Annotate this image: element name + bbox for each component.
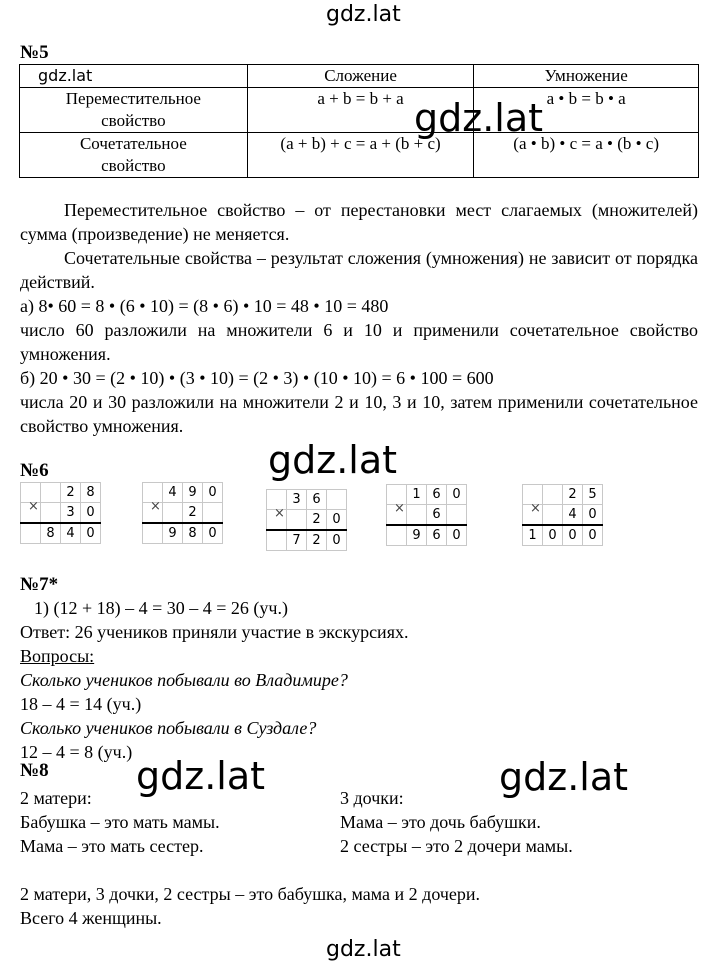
property-name	[20, 88, 248, 133]
calc-digit: 1	[523, 525, 543, 546]
table-header-watermark: gdz.lat	[20, 65, 248, 88]
calc-digit	[21, 523, 41, 544]
calc-digit: 4	[61, 523, 81, 544]
multiply-sign: ×	[274, 506, 285, 521]
calc-row	[387, 525, 467, 546]
calc-digit	[387, 525, 407, 546]
calc-digit	[41, 503, 61, 524]
task8-right-line1: 3 дочки:	[340, 788, 404, 808]
calc-digit: 6	[427, 485, 447, 505]
table-header-multiplication: Умножение	[474, 65, 699, 88]
calc-digit: 0	[81, 523, 101, 544]
calc-row	[523, 525, 603, 546]
property-name-line2: свойство	[101, 156, 166, 175]
calc-digit	[163, 503, 183, 524]
calc-digit	[543, 485, 563, 505]
task7-question1-calc: 18 – 4 = 14 (уч.)	[20, 694, 142, 714]
task7-question2-calc: 12 – 4 = 8 (уч.)	[20, 742, 133, 762]
calc-digit: 0	[327, 510, 347, 531]
calc-digit	[41, 483, 61, 503]
multiplication-formula: a • b = b • a	[474, 88, 699, 133]
calc-digit	[267, 530, 287, 551]
task7-question2: Сколько учеников побывали в Суздале?	[20, 718, 317, 738]
calc-digit: 2	[307, 530, 327, 551]
watermark-task6: gdz.lat	[268, 438, 398, 482]
task7-step1: 1) (12 + 18) – 4 = 30 – 4 = 26 (уч.)	[34, 598, 288, 618]
calc-digit: 7	[287, 530, 307, 551]
calc-digit: 6	[427, 505, 447, 526]
multiplication-formula: (a • b) • c = a • (b • c)	[474, 133, 699, 178]
property-name-line1: Сочетательное	[79, 134, 187, 153]
property-name	[20, 133, 248, 178]
calc-digit: 0	[203, 523, 223, 544]
multiply-sign: ×	[530, 501, 541, 516]
calc-digit: 3	[61, 503, 81, 524]
calc-digit: 4	[163, 483, 183, 503]
calc-digit: 4	[563, 505, 583, 526]
task8-summary2: Всего 4 женщины.	[20, 908, 162, 928]
task7-questions-label: Вопросы:	[20, 646, 95, 666]
calc-digit: 0	[447, 485, 467, 505]
multiply-sign: ×	[394, 501, 405, 516]
addition-formula: (a + b) + c = a + (b + c)	[247, 133, 474, 178]
watermark-task8-left: gdz.lat	[132, 754, 269, 798]
property-name-line2: свойство	[101, 111, 166, 130]
task5-title: №5	[20, 42, 49, 63]
calc-digit	[203, 503, 223, 524]
calc-digit: 0	[81, 503, 101, 524]
calc-digit: 0	[447, 525, 467, 546]
calc-digit: 6	[307, 490, 327, 510]
multiply-sign: ×	[28, 499, 39, 514]
watermark-table: gdz.lat	[410, 96, 547, 140]
calc-digit: 9	[407, 525, 427, 546]
calc-digit: 8	[81, 483, 101, 503]
calc-digit: 2	[307, 510, 327, 531]
watermark-bottom: gdz.lat	[326, 937, 401, 962]
calc-row	[267, 530, 347, 551]
calc-digit: 8	[183, 523, 203, 544]
task8-left-line3: Мама – это мать сестер.	[20, 836, 204, 856]
table-header-row	[20, 65, 699, 88]
task8-title: №8	[20, 760, 49, 781]
calc-digit: 5	[583, 485, 603, 505]
calc-digit	[287, 510, 307, 531]
task6-title: №6	[20, 460, 49, 481]
calc-digit	[447, 505, 467, 526]
property-name-line1: Переместительное	[65, 89, 201, 108]
calc-digit	[327, 490, 347, 510]
calc-row	[21, 523, 101, 544]
calc-digit	[543, 505, 563, 526]
watermark-top: gdz.lat	[326, 2, 401, 27]
task8-left-line2: Бабушка – это мать мамы.	[20, 812, 220, 832]
calc-row	[143, 523, 223, 544]
calc-digit: 8	[41, 523, 61, 544]
table-row	[20, 88, 699, 133]
calc-digit: 0	[327, 530, 347, 551]
addition-formula: a + b = b + a	[247, 88, 474, 133]
calc-digit: 9	[163, 523, 183, 544]
calc-digit: 1	[407, 485, 427, 505]
example-b-explanation: числа 20 и 30 разложили на множители 2 и 10, 3 и 10, затем применили сочетательное свойство умножения.	[20, 392, 698, 436]
paragraph-associative: Сочетательные свойства – результат сложения (умножения) не зависит от порядка действий.	[20, 248, 698, 292]
calc-digit: 2	[183, 503, 203, 524]
calc-digit: 0	[583, 505, 603, 526]
task8-summary1: 2 матери, 3 дочки, 2 сестры – это бабушка, мама и 2 дочери.	[20, 884, 481, 904]
table-header-addition: Сложение	[247, 65, 474, 88]
calc-digit: 0	[583, 525, 603, 546]
task8-right-line2: Мама – это дочь бабушки.	[340, 812, 541, 832]
calc-digit: 2	[563, 485, 583, 505]
example-a-expression: а) 8• 60 = 8 • (6 • 10) = (8 • 6) • 10 = 48 • 10 = 480	[20, 296, 389, 316]
table-row	[20, 133, 699, 178]
properties-table	[19, 64, 699, 178]
task7-title: №7*	[20, 574, 59, 595]
calc-digit: 6	[427, 525, 447, 546]
calc-digit: 0	[543, 525, 563, 546]
calc-digit	[407, 505, 427, 526]
calc-digit: 3	[287, 490, 307, 510]
example-b-expression: б) 20 • 30 = (2 • 10) • (3 • 10) = (2 • 3) • (10 • 10) = 6 • 100 = 600	[20, 368, 494, 388]
task8-left-line1: 2 матери:	[20, 788, 92, 808]
example-a-explanation: число 60 разложили на множители 6 и 10 и применили сочетательное свойство умножения.	[20, 320, 698, 364]
watermark-task8-right: gdz.lat	[495, 755, 632, 799]
calc-digit: 2	[61, 483, 81, 503]
task7-question1: Сколько учеников побывали во Владимире?	[20, 670, 348, 690]
task7-answer: Ответ: 26 учеников приняли участие в экскурсиях.	[20, 622, 409, 642]
calc-digit: 0	[563, 525, 583, 546]
calc-digit: 0	[203, 483, 223, 503]
multiply-sign: ×	[150, 499, 161, 514]
calc-digit	[143, 523, 163, 544]
paragraph-commutative: Переместительное свойство – от перестановки мест слагаемых (множителей) сумма (произведение) не меняется.	[20, 200, 698, 244]
calc-digit: 9	[183, 483, 203, 503]
task8-right-line3: 2 сестры – это 2 дочери мамы.	[340, 836, 573, 856]
